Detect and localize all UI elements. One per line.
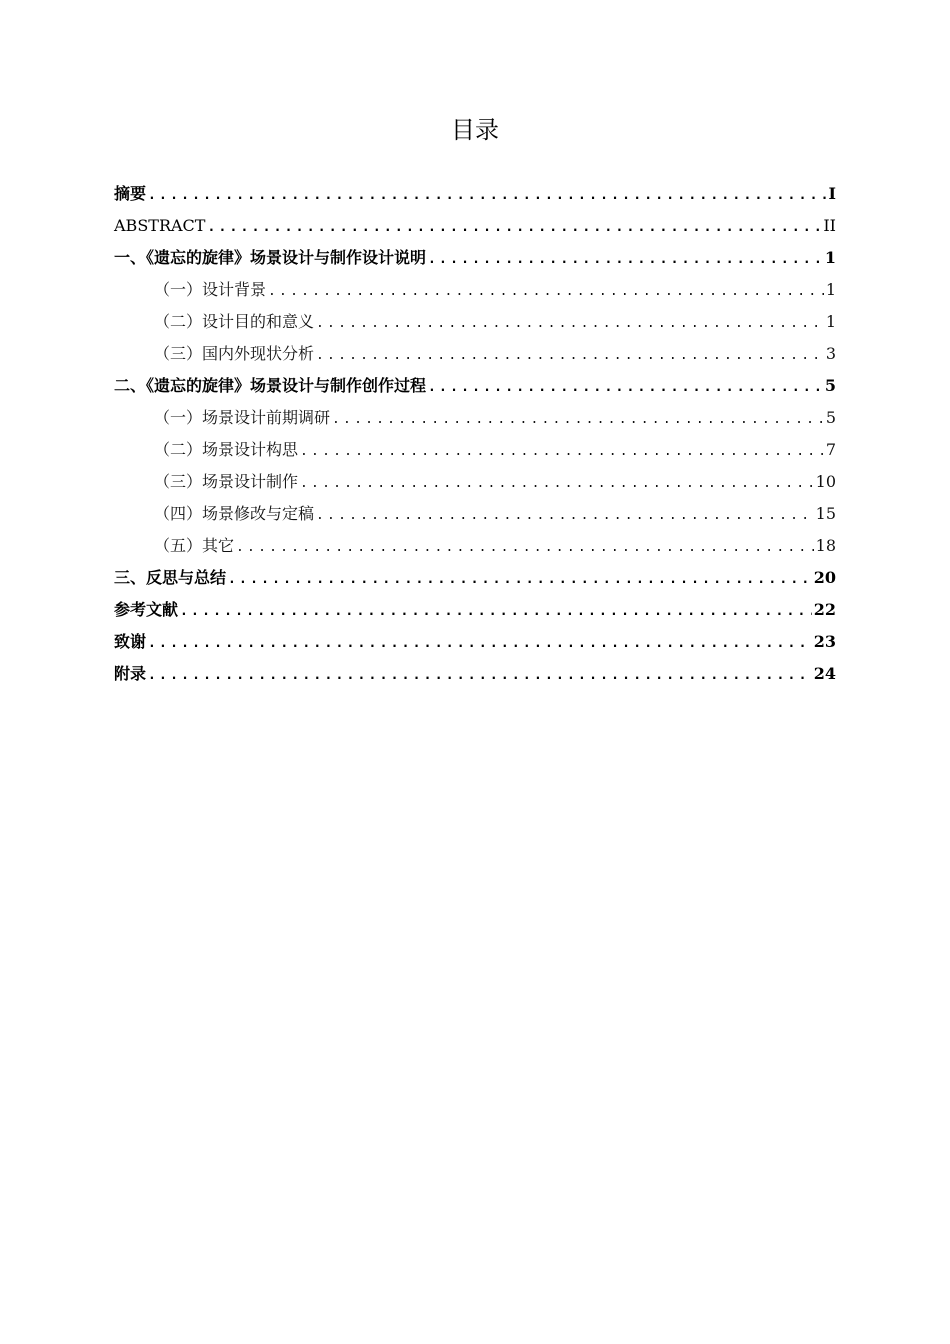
toc-entry-section-1-3[interactable] (114, 338, 836, 370)
toc-dot-leader (300, 436, 824, 468)
toc-entry-section-2-4[interactable] (114, 498, 836, 530)
toc-entry-section-1-1[interactable] (114, 274, 836, 306)
toc-dot-leader (268, 276, 824, 308)
toc-dot-leader (300, 468, 814, 500)
toc-entry-page: 22 (813, 600, 836, 619)
toc-entry-page: 7 (825, 440, 836, 459)
toc-dot-leader (148, 628, 812, 660)
toc-entry-page: 5 (824, 376, 836, 395)
toc-entry-label: （四）场景修改与定稿 (154, 504, 315, 523)
toc-dot-leader (316, 308, 824, 340)
toc-dot-leader (148, 180, 827, 212)
toc-entry-label: 摘要 (114, 184, 147, 203)
toc-entry-label: （一）设计背景 (154, 280, 267, 299)
toc-entry-page: 24 (813, 664, 836, 683)
toc-dot-leader (428, 244, 823, 276)
toc-entry-page: 5 (825, 408, 836, 427)
toc-entry-page: 1 (824, 248, 836, 267)
toc-dot-leader (180, 596, 812, 628)
toc-entry-abstract-en[interactable] (114, 210, 836, 242)
toc-dot-leader (207, 212, 821, 244)
toc-entry-label: （三）场景设计制作 (154, 472, 299, 491)
toc-entry-page: 3 (825, 344, 836, 363)
toc-entry-label: 二、《遗忘的旋律》场景设计与制作创作过程 (114, 376, 427, 395)
toc-dot-leader (148, 660, 812, 692)
toc-entry-label: ABSTRACT (114, 216, 206, 235)
toc-dot-leader (316, 340, 824, 372)
toc-entry-label: 参考文献 (114, 600, 179, 619)
toc-entry-acknowledgements[interactable] (114, 626, 836, 658)
toc-entry-label: （三）国内外现状分析 (154, 344, 315, 363)
toc-entry-label: （五）其它 (154, 536, 235, 555)
toc-entry-page: 18 (815, 536, 836, 555)
toc-entry-label: （二）设计目的和意义 (154, 312, 315, 331)
toc-entry-label: 附录 (114, 664, 147, 683)
toc-entry-appendix[interactable] (114, 658, 836, 690)
toc-entry-label: 三、反思与总结 (114, 568, 227, 587)
toc-entry-label: 致谢 (114, 632, 147, 651)
toc-entry-page: II (823, 216, 836, 235)
toc-entry-page: I (828, 184, 836, 203)
toc-entry-label: （一）场景设计前期调研 (154, 408, 331, 427)
toc-dot-leader (316, 500, 814, 532)
page-title: 目录 (451, 116, 499, 144)
toc-dot-leader (236, 532, 814, 564)
toc-entry-section-1-2[interactable] (114, 306, 836, 338)
toc-entry-page: 1 (825, 312, 836, 331)
toc-dot-leader (428, 372, 823, 404)
table-of-contents (114, 178, 836, 690)
toc-entry-chapter-2[interactable] (114, 370, 836, 402)
toc-entry-references[interactable] (114, 594, 836, 626)
toc-entry-page: 23 (813, 632, 836, 651)
toc-dot-leader (228, 564, 812, 596)
toc-entry-section-2-2[interactable] (114, 434, 836, 466)
toc-entry-page: 1 (825, 280, 836, 299)
toc-dot-leader (332, 404, 824, 436)
toc-entry-page: 15 (815, 504, 836, 523)
toc-entry-chapter-3[interactable] (114, 562, 836, 594)
toc-entry-section-2-3[interactable] (114, 466, 836, 498)
toc-entry-page: 20 (813, 568, 836, 587)
toc-entry-section-2-5[interactable] (114, 530, 836, 562)
toc-entry-page: 10 (815, 472, 836, 491)
toc-entry-abstract-cn[interactable] (114, 178, 836, 210)
toc-entry-label: （二）场景设计构思 (154, 440, 299, 459)
toc-entry-chapter-1[interactable] (114, 242, 836, 274)
toc-entry-section-2-1[interactable] (114, 402, 836, 434)
toc-entry-label: 一、《遗忘的旋律》场景设计与制作设计说明 (114, 248, 427, 267)
